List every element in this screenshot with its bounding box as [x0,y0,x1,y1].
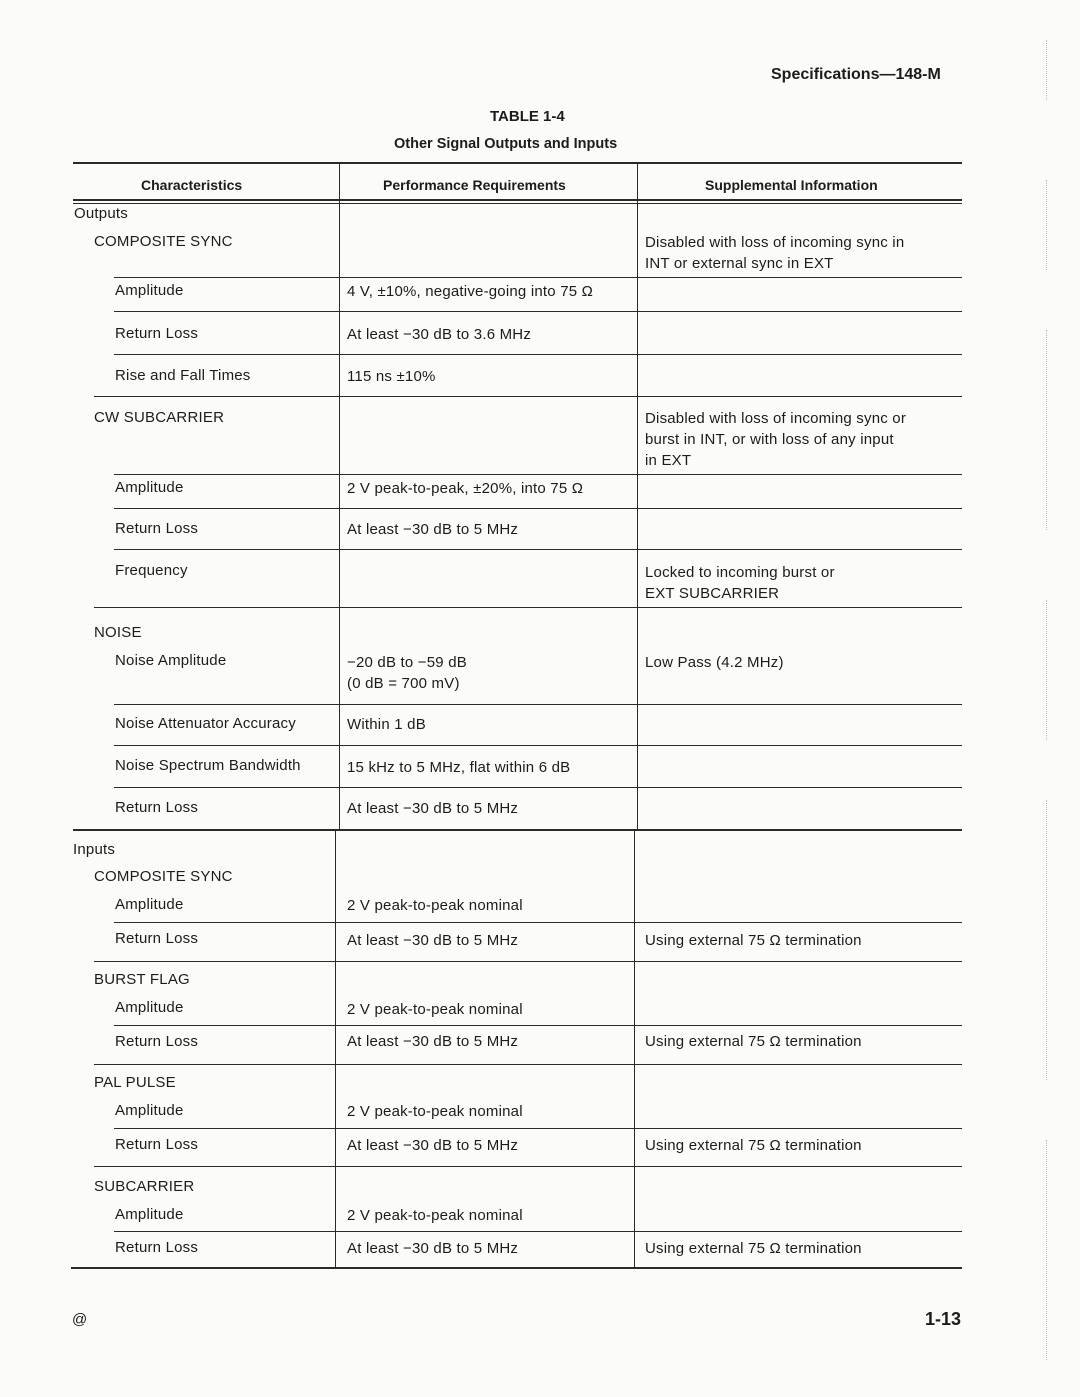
out-noise-label: NOISE [94,624,142,641]
scan-edge-mark [1046,600,1047,740]
group-rule [94,607,962,608]
scan-edge-mark [1046,800,1047,1080]
out-cw-frequency-info-2: EXT SUBCARRIER [645,585,780,602]
row-rule [114,745,962,746]
in-cs-return-loss-info: Using external 75 Ω termination [645,932,862,949]
out-noise-amplitude-perf-2: (0 dB = 700 mV) [347,675,460,692]
out-noise-amplitude-info: Low Pass (4.2 MHz) [645,654,784,671]
out-composite-sync-info-2: INT or external sync in EXT [645,255,834,272]
in-bf-return-loss-info: Using external 75 Ω termination [645,1033,862,1050]
out-cs-rise-fall-label: Rise and Fall Times [115,367,251,384]
in-pp-return-loss-perf: At least −30 dB to 5 MHz [347,1137,519,1154]
in-sc-amplitude-label: Amplitude [115,1206,184,1223]
out-cs-return-loss-perf: At least −30 dB to 3.6 MHz [347,326,532,343]
row-rule [114,1025,962,1026]
row-rule [114,474,962,475]
out-cw-info-2: burst in INT, or with loss of any input [645,431,894,448]
col-header-supplemental: Supplemental Information [705,177,878,193]
group-rule [94,396,962,397]
out-composite-sync-label: COMPOSITE SYNC [94,233,233,250]
row-rule [114,787,962,788]
out-cw-frequency-info-1: Locked to incoming burst or [645,564,835,581]
out-cw-info-3: in EXT [645,452,692,469]
in-cs-amplitude-label: Amplitude [115,896,184,913]
in-bf-return-loss-label: Return Loss [115,1033,199,1050]
in-cs-amplitude-perf: 2 V peak-to-peak nominal [347,897,523,914]
out-cw-return-loss-label: Return Loss [115,520,199,537]
col-header-performance: Performance Requirements [383,177,566,193]
in-pal-pulse-label: PAL PULSE [94,1074,176,1091]
col-divider-2-upper [637,162,638,830]
section-inputs: Inputs [73,841,116,858]
table-title: Other Signal Outputs and Inputs [394,136,618,152]
in-pp-return-loss-info: Using external 75 Ω termination [645,1137,862,1154]
in-pp-amplitude-perf: 2 V peak-to-peak nominal [347,1103,523,1120]
group-rule [94,1064,962,1065]
in-sc-return-loss-label: Return Loss [115,1239,199,1256]
group-rule [94,1166,962,1167]
out-cs-return-loss-label: Return Loss [115,325,199,342]
out-cw-subcarrier-label: CW SUBCARRIER [94,409,225,426]
col-divider-2-lower [634,830,635,1268]
in-sc-return-loss-perf: At least −30 dB to 5 MHz [347,1240,519,1257]
out-noise-spectrum-perf: 15 kHz to 5 MHz, flat within 6 dB [347,759,571,776]
table-number: TABLE 1-4 [490,108,565,125]
row-rule [114,354,962,355]
in-pp-return-loss-label: Return Loss [115,1136,199,1153]
scan-edge-mark [1046,180,1047,270]
row-rule [114,508,962,509]
in-cs-return-loss-perf: At least −30 dB to 5 MHz [347,932,519,949]
row-rule [114,1128,962,1129]
section-outputs: Outputs [74,205,128,222]
header-rule-1 [73,199,962,201]
scan-edge-mark [1046,1140,1047,1360]
out-noise-attenuator-perf: Within 1 dB [347,716,426,733]
col-header-characteristics: Characteristics [141,177,243,193]
row-rule [114,277,962,278]
in-bf-return-loss-perf: At least −30 dB to 5 MHz [347,1033,519,1050]
out-cs-rise-fall-perf: 115 ns ±10% [347,368,436,385]
page-number: 1-13 [925,1309,962,1329]
out-composite-sync-info-1: Disabled with loss of incoming sync in [645,234,905,251]
out-noise-return-loss-label: Return Loss [115,799,199,816]
out-noise-attenuator-label: Noise Attenuator Accuracy [115,715,296,732]
row-rule [114,922,962,923]
in-composite-sync-label: COMPOSITE SYNC [94,868,233,885]
table-bottom-rule [71,1267,962,1269]
in-burst-flag-label: BURST FLAG [94,971,190,988]
in-cs-return-loss-label: Return Loss [115,930,199,947]
in-sc-return-loss-info: Using external 75 Ω termination [645,1240,862,1257]
running-title: Specifications—148-M [771,66,941,83]
in-bf-amplitude-perf: 2 V peak-to-peak nominal [347,1001,523,1018]
out-cw-amplitude-perf: 2 V peak-to-peak, ±20%, into 75 Ω [347,480,584,497]
out-noise-return-loss-perf: At least −30 dB to 5 MHz [347,800,519,817]
row-rule [114,549,962,550]
footer-mark: @ [72,1311,88,1328]
section-rule [73,829,962,831]
out-noise-amplitude-perf-1: −20 dB to −59 dB [347,654,467,671]
out-noise-spectrum-label: Noise Spectrum Bandwidth [115,757,301,774]
out-cs-amplitude-perf: 4 V, ±10%, negative-going into 75 Ω [347,283,594,300]
scan-edge-mark [1046,40,1047,100]
out-cw-frequency-label: Frequency [115,562,188,579]
out-noise-amplitude-label: Noise Amplitude [115,652,227,669]
group-rule [94,961,962,962]
col-divider-1-upper [339,162,340,830]
in-subcarrier-label: SUBCARRIER [94,1178,195,1195]
col-divider-1-lower [335,830,336,1268]
in-bf-amplitude-label: Amplitude [115,999,184,1016]
out-cs-amplitude-label: Amplitude [115,282,184,299]
out-cw-return-loss-perf: At least −30 dB to 5 MHz [347,521,519,538]
row-rule [114,311,962,312]
table-top-rule [73,162,962,164]
row-rule [114,1231,962,1232]
scan-edge-mark [1046,330,1047,530]
out-cw-info-1: Disabled with loss of incoming sync or [645,410,907,427]
header-rule-2 [73,203,962,204]
out-cw-amplitude-label: Amplitude [115,479,184,496]
in-pp-amplitude-label: Amplitude [115,1102,184,1119]
in-sc-amplitude-perf: 2 V peak-to-peak nominal [347,1207,523,1224]
row-rule [114,704,962,705]
